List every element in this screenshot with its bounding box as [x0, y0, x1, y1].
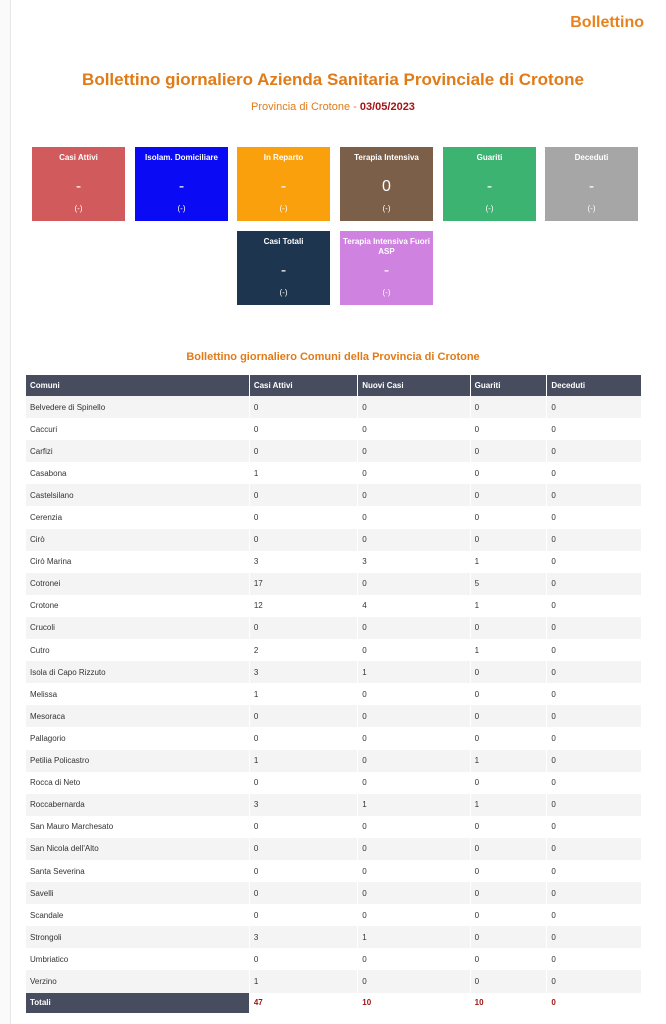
card-delta: (-)	[587, 204, 596, 213]
cell-guariti: 0	[470, 727, 547, 749]
cell-comune: Umbriatico	[26, 948, 249, 970]
cell-casi-attivi: 0	[249, 484, 357, 506]
cell-deceduti: 0	[547, 860, 642, 882]
column-header-casi-attivi[interactable]: Casi Attivi	[249, 375, 357, 396]
cell-nuovi-casi: 1	[358, 926, 470, 948]
table-row	[26, 970, 642, 992]
cell-casi-attivi: 0	[249, 529, 357, 551]
table-row	[26, 462, 642, 484]
cell-comune: Roccabernarda	[26, 794, 249, 816]
cell-guariti: 0	[470, 705, 547, 727]
brand-title[interactable]: Bollettino	[570, 14, 644, 31]
cell-comune: Cerenzia	[26, 506, 249, 528]
table-row	[26, 882, 642, 904]
table-header-row	[26, 375, 642, 396]
cell-deceduti: 0	[547, 396, 642, 418]
table-row	[26, 396, 642, 418]
card-label: Casi Attivi	[59, 153, 98, 162]
cell-casi-attivi: 12	[249, 595, 357, 617]
cell-nuovi-casi: 0	[358, 418, 470, 440]
cell-deceduti: 0	[547, 551, 642, 573]
cell-comune: Castelsilano	[26, 484, 249, 506]
card-delta: (-)	[485, 204, 494, 213]
table-row	[26, 926, 642, 948]
cell-deceduti: 0	[547, 772, 642, 794]
cell-casi-attivi: 0	[249, 772, 357, 794]
cell-casi-attivi: 0	[249, 948, 357, 970]
card-in-reparto	[237, 147, 330, 221]
cell-deceduti: 0	[547, 617, 642, 639]
card-value: -	[588, 178, 595, 195]
card-label: Terapia Intensiva Fuori ASP	[343, 237, 430, 256]
totals-deceduti: 0	[547, 993, 642, 1013]
cell-casi-attivi: 0	[249, 440, 357, 462]
cell-deceduti: 0	[547, 750, 642, 772]
cell-nuovi-casi: 1	[358, 794, 470, 816]
table-row	[26, 440, 642, 462]
cell-guariti: 0	[470, 661, 547, 683]
cell-guariti: 0	[470, 926, 547, 948]
totals-guariti: 10	[470, 993, 547, 1013]
cell-guariti: 0	[470, 506, 547, 528]
cell-comune: Savelli	[26, 882, 249, 904]
cell-casi-attivi: 0	[249, 904, 357, 926]
cell-casi-attivi: 0	[249, 705, 357, 727]
cell-comune: Crotone	[26, 595, 249, 617]
table-row	[26, 838, 642, 860]
cell-guariti: 5	[470, 573, 547, 595]
cell-deceduti: 0	[547, 440, 642, 462]
card-value: -	[486, 178, 493, 195]
card-delta: (-)	[74, 204, 83, 213]
cell-nuovi-casi: 0	[358, 529, 470, 551]
cell-comune: Cotronei	[26, 573, 249, 595]
cell-deceduti: 0	[547, 484, 642, 506]
cell-comune: Scandale	[26, 904, 249, 926]
cell-nuovi-casi: 0	[358, 838, 470, 860]
card-label: In Reparto	[263, 153, 304, 162]
totals-row	[26, 993, 642, 1013]
cell-comune: Isola di Capo Rizzuto	[26, 661, 249, 683]
cell-nuovi-casi: 0	[358, 816, 470, 838]
cell-guariti: 0	[470, 683, 547, 705]
cell-nuovi-casi: 0	[358, 705, 470, 727]
card-value: -	[178, 178, 185, 195]
cell-casi-attivi: 0	[249, 882, 357, 904]
cell-deceduti: 0	[547, 816, 642, 838]
card-delta: (-)	[279, 204, 288, 213]
cell-casi-attivi: 1	[249, 462, 357, 484]
card-label: Isolam. Domiciliare	[145, 153, 218, 162]
cell-guariti: 0	[470, 838, 547, 860]
cell-casi-attivi: 0	[249, 396, 357, 418]
card-value: -	[75, 178, 82, 195]
cell-nuovi-casi: 4	[358, 595, 470, 617]
card-label: Casi Totali	[263, 237, 304, 246]
cell-deceduti: 0	[547, 838, 642, 860]
card-value: 0	[382, 178, 391, 195]
cell-comune: San Mauro Marchesato	[26, 816, 249, 838]
cell-guariti: 0	[470, 860, 547, 882]
cell-comune: Pallagorio	[26, 727, 249, 749]
page-subtitle	[0, 101, 666, 113]
cell-guariti: 0	[470, 529, 547, 551]
cell-comune: Belvedere di Spinello	[26, 396, 249, 418]
cell-casi-attivi: 2	[249, 639, 357, 661]
cell-guariti: 1	[470, 595, 547, 617]
table-row	[26, 617, 642, 639]
cell-nuovi-casi: 0	[358, 639, 470, 661]
card-value: -	[280, 262, 287, 279]
cell-comune: Cirò	[26, 529, 249, 551]
cell-comune: Rocca di Neto	[26, 772, 249, 794]
cell-deceduti: 0	[547, 573, 642, 595]
bulletin-date: 03/05/2023	[359, 101, 415, 113]
cell-deceduti: 0	[547, 705, 642, 727]
cell-guariti: 1	[470, 551, 547, 573]
cell-casi-attivi: 0	[249, 418, 357, 440]
cell-guariti: 0	[470, 948, 547, 970]
cell-comune: Mesoraca	[26, 705, 249, 727]
section-title: Bollettino giornaliero Comuni della Provincia di Crotone	[186, 351, 480, 363]
card-label: Guariti	[476, 153, 503, 162]
cell-guariti: 1	[470, 794, 547, 816]
table-row	[26, 418, 642, 440]
card-label: Terapia Intensiva	[354, 153, 419, 162]
totals-casi-attivi: 47	[249, 993, 357, 1013]
cell-guariti: 0	[470, 418, 547, 440]
table-row	[26, 551, 642, 573]
cell-deceduti: 0	[547, 462, 642, 484]
cell-nuovi-casi: 0	[358, 506, 470, 528]
table-row	[26, 506, 642, 528]
cell-deceduti: 0	[547, 506, 642, 528]
table-row	[26, 573, 642, 595]
cell-guariti: 0	[470, 904, 547, 926]
table-row	[26, 772, 642, 794]
cell-casi-attivi: 0	[249, 816, 357, 838]
totals-nuovi-casi: 10	[358, 993, 470, 1013]
cell-comune: Cirò Marina	[26, 551, 249, 573]
cell-nuovi-casi: 0	[358, 948, 470, 970]
cell-casi-attivi: 0	[249, 860, 357, 882]
cell-comune: Casabona	[26, 462, 249, 484]
column-header-guariti[interactable]: Guariti	[470, 375, 547, 396]
cell-guariti: 0	[470, 816, 547, 838]
cell-nuovi-casi: 3	[358, 551, 470, 573]
cell-nuovi-casi: 0	[358, 484, 470, 506]
cell-casi-attivi: 3	[249, 661, 357, 683]
cell-deceduti: 0	[547, 639, 642, 661]
cell-deceduti: 0	[547, 970, 642, 992]
card-value: -	[383, 262, 390, 279]
cell-comune: Carfizi	[26, 440, 249, 462]
cell-guariti: 0	[470, 882, 547, 904]
cell-deceduti: 0	[547, 661, 642, 683]
cell-nuovi-casi: 0	[358, 683, 470, 705]
cell-comune: Santa Severina	[26, 860, 249, 882]
table-row	[26, 639, 642, 661]
card-delta: (-)	[382, 204, 391, 213]
cell-comune: San Nicola dell'Alto	[26, 838, 249, 860]
cell-nuovi-casi: 0	[358, 750, 470, 772]
cell-nuovi-casi: 0	[358, 904, 470, 926]
cell-guariti: 0	[470, 970, 547, 992]
cell-guariti: 1	[470, 639, 547, 661]
cell-casi-attivi: 1	[249, 750, 357, 772]
table-row	[26, 794, 642, 816]
cell-deceduti: 0	[547, 529, 642, 551]
cell-deceduti: 0	[547, 727, 642, 749]
cell-nuovi-casi: 0	[358, 440, 470, 462]
cell-nuovi-casi: 0	[358, 860, 470, 882]
card-casi-totali	[237, 231, 330, 305]
totals-label: Totali	[26, 993, 249, 1013]
card-casi-attivi	[32, 147, 125, 221]
cell-guariti: 0	[470, 484, 547, 506]
column-header-comuni[interactable]: Comuni	[26, 375, 249, 396]
cell-casi-attivi: 1	[249, 683, 357, 705]
cell-guariti: 0	[470, 440, 547, 462]
cell-casi-attivi: 17	[249, 573, 357, 595]
table-row	[26, 750, 642, 772]
table-row	[26, 860, 642, 882]
cell-casi-attivi: 0	[249, 838, 357, 860]
card-terapia-intensiva	[340, 147, 433, 221]
cell-comune: Verzino	[26, 970, 249, 992]
card-deceduti	[545, 147, 638, 221]
cell-nuovi-casi: 0	[358, 573, 470, 595]
cell-nuovi-casi: 0	[358, 970, 470, 992]
cell-deceduti: 0	[547, 926, 642, 948]
cell-comune: Caccuri	[26, 418, 249, 440]
cell-casi-attivi: 3	[249, 926, 357, 948]
column-header-deceduti[interactable]: Deceduti	[547, 375, 642, 396]
cell-guariti: 0	[470, 396, 547, 418]
cell-guariti: 0	[470, 462, 547, 484]
table-row	[26, 705, 642, 727]
cell-casi-attivi: 3	[249, 551, 357, 573]
cell-guariti: 0	[470, 617, 547, 639]
table-row	[26, 727, 642, 749]
cell-nuovi-casi: 0	[358, 727, 470, 749]
card-guariti	[443, 147, 536, 221]
province-label: Provincia di Crotone -	[251, 101, 360, 113]
cell-comune: Petilia Policastro	[26, 750, 249, 772]
left-edge	[0, 0, 11, 1024]
card-isolam-domiciliare	[135, 147, 228, 221]
cell-nuovi-casi: 0	[358, 772, 470, 794]
cell-casi-attivi: 0	[249, 506, 357, 528]
card-delta: (-)	[382, 288, 391, 297]
table-row	[26, 816, 642, 838]
cell-comune: Melissa	[26, 683, 249, 705]
table-row	[26, 683, 642, 705]
comuni-table	[26, 375, 642, 1013]
cell-nuovi-casi: 0	[358, 617, 470, 639]
cell-deceduti: 0	[547, 904, 642, 926]
cell-casi-attivi: 3	[249, 794, 357, 816]
cell-deceduti: 0	[547, 683, 642, 705]
card-delta: (-)	[279, 288, 288, 297]
cell-casi-attivi: 0	[249, 727, 357, 749]
card-delta: (-)	[177, 204, 186, 213]
cell-deceduti: 0	[547, 882, 642, 904]
page-title: Bollettino giornaliero Azienda Sanitaria Provinciale di Crotone	[82, 70, 584, 89]
cell-casi-attivi: 0	[249, 617, 357, 639]
table-row	[26, 529, 642, 551]
column-header-nuovi-casi[interactable]: Nuovi Casi	[358, 375, 470, 396]
cell-comune: Cutro	[26, 639, 249, 661]
card-terapia-intensiva-fuori-asp	[340, 231, 433, 305]
cell-deceduti: 0	[547, 948, 642, 970]
cell-nuovi-casi: 0	[358, 462, 470, 484]
card-value: -	[280, 178, 287, 195]
cell-deceduti: 0	[547, 418, 642, 440]
cell-deceduti: 0	[547, 794, 642, 816]
cell-nuovi-casi: 0	[358, 396, 470, 418]
cell-nuovi-casi: 0	[358, 882, 470, 904]
cell-casi-attivi: 1	[249, 970, 357, 992]
cell-comune: Strongoli	[26, 926, 249, 948]
table-row	[26, 948, 642, 970]
table-row	[26, 595, 642, 617]
cell-deceduti: 0	[547, 595, 642, 617]
table-row	[26, 661, 642, 683]
table-row	[26, 484, 642, 506]
cell-guariti: 1	[470, 750, 547, 772]
cell-guariti: 0	[470, 772, 547, 794]
cell-comune: Crucoli	[26, 617, 249, 639]
table-row	[26, 904, 642, 926]
cell-nuovi-casi: 1	[358, 661, 470, 683]
card-label: Deceduti	[574, 153, 609, 162]
